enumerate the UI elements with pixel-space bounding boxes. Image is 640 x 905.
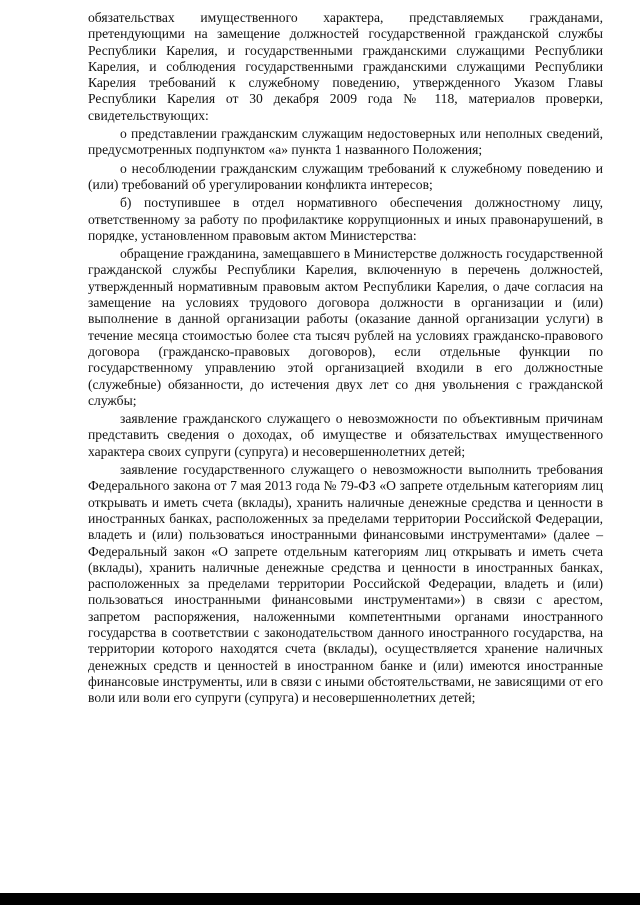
document-body	[88, 10, 603, 708]
paragraph-item-unreliable-info: о представлении гражданским служащим недостоверных или неполных сведений, предусмотренных подпунктом «а» пункта 1 названного Положения;	[88, 126, 603, 158]
paragraph-clause-b: б) поступившее в отдел нормативного обеспечения должностному лицу, ответственному за работу по профилактике коррупционных и иных правонарушений, в порядке, установленном правовым актом Министерства:	[88, 195, 603, 243]
paragraph-citizen-appeal: обращение гражданина, замещавшего в Министерстве должность государственной гражданской службы Республики Карелия, включенную в перечень должностей, утвержденный нормативным правовым актом Республики Карелия, о даче согласия на замещение на условиях трудового договора должности в организации и (или) выполнение в данной организации работы (оказание данной организации услуги) в течение месяца стоимостью более ста тысяч рублей на условиях гражданско-правового договора (гражданско-правовых договоров), если отдельные функции по государственному управлению этой организацией входили в его должностные (служебные) обязанности, до истечения двух лет со дня увольнения с гражданской службы;	[88, 246, 603, 408]
paragraph-intro-continuation: обязательствах имущественного характера, представляемых гражданами, претендующими на замещение должностей государственной гражданской службы Республики Карелия, и государственными гражданскими служащими Республики Карелия, и соблюдения государственными гражданскими служащими Республики Карелия требований к служебному поведению, утвержденного Указом Главы Республики Карелия от 30 декабря 2009 года № 118, материалов проверки, свидетельствующих:	[88, 10, 603, 123]
paragraph-statement-income: заявление гражданского служащего о невозможности по объективным причинам представить сведения о доходах, об имуществе и обязательствах имущественного характера своих супруги (супруга) и несовершеннолетних детей;	[88, 411, 603, 459]
paragraph-item-conduct-violation: о несоблюдении гражданским служащим требований к служебному поведению и (или) требований об урегулировании конфликта интересов;	[88, 160, 603, 192]
paragraph-statement-foreign-banks: заявление государственного служащего о невозможности выполнить требования Федерального закона от 7 мая 2013 года № 79-ФЗ «О запрете отдельным категориям лиц открывать и иметь счета (вклады), хранить наличные денежные средства и ценности в иностранных банках, расположенных за пределами территории Российской Федерации, владеть и (или) пользоваться иностранными финансовыми инструментами» (далее – Федеральный закон «О запрете отдельным категориям лиц открывать и иметь счета (вклады), хранить наличные денежные средства и ценности в иностранных банках, расположенных за пределами территории Российской Федерации, владеть и (или) пользоваться иностранными финансовыми инструментами») в связи с арестом, запретом распоряжения, наложенными компетентными органами иностранного государства в соответствии с законодательством данного иностранного государства, на территории которого находятся счета (вклады), осуществляется хранение наличных денежных средств и ценностей в иностранном банке и (или) имеются иностранные финансовые инструменты, или в связи с иными обстоятельствами, не зависящими от его воли или воли его супруги (супруга) и несовершеннолетних детей;	[88, 462, 604, 706]
scan-bottom-edge	[0, 893, 640, 905]
